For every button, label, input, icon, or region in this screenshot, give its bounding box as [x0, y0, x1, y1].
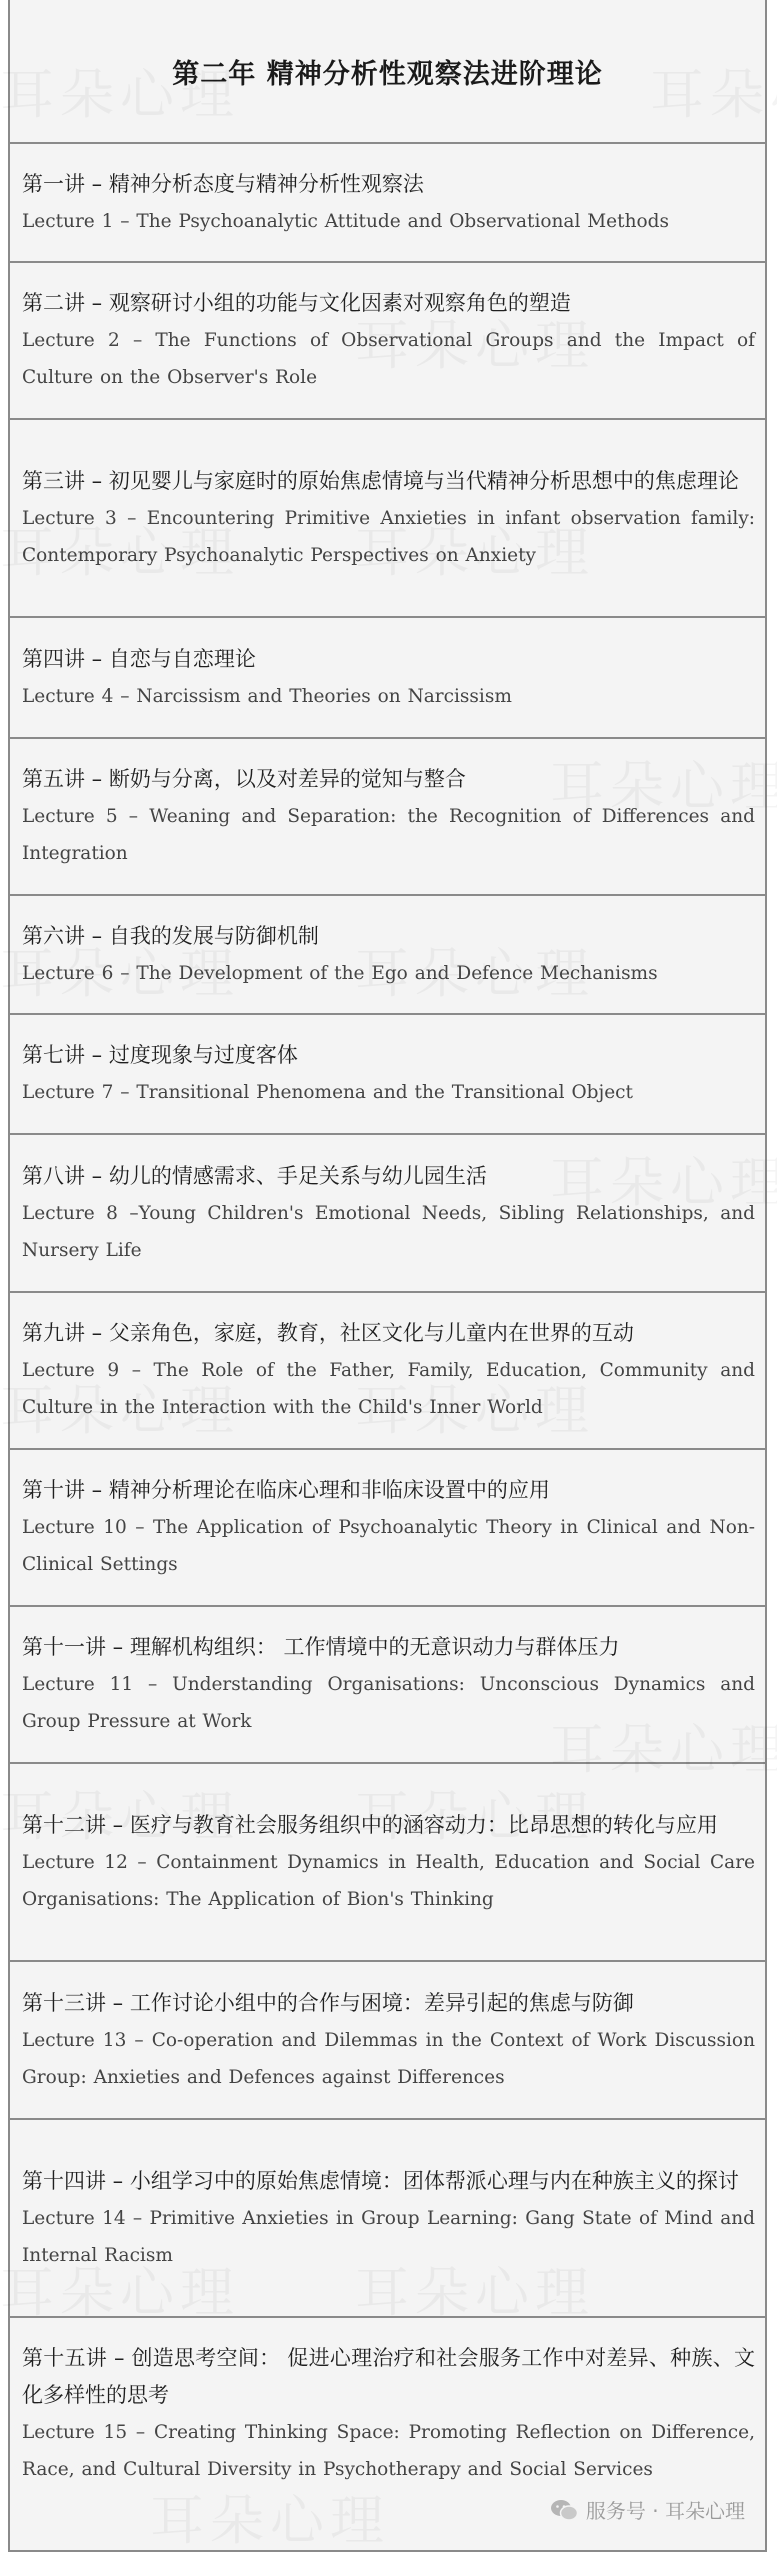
page-title: 第二年 精神分析性观察法进阶理论: [172, 58, 603, 90]
lecture-title-cn: 第五讲 – 断奶与分离，以及对差异的觉知与整合: [22, 767, 466, 791]
lecture-title-en: Lecture 14 – Primitive Anxieties in Group Learning: Gang State of Mind and Internal Racism: [22, 2207, 755, 2266]
lecture-title-cn: 第十五讲 – 创造思考空间： 促进心理治疗和社会服务工作中对差异、种族、文化多样性的思考: [22, 2346, 755, 2407]
lecture-title-cn: 第十二讲 – 医疗与教育社会服务组织中的涵容动力：比昂思想的转化与应用: [22, 1812, 718, 1837]
lecture-title-en: Lecture 9 – The Role of the Father, Family, Education, Community and Culture in the Interaction with the Child's Inner World: [22, 1360, 755, 1418]
service-account-label: 服务号 · 耳朵心理: [585, 2499, 745, 2523]
lecture-row-6: [10, 896, 765, 1015]
lecture-row-9: [10, 1293, 765, 1450]
lecture-row-10: [10, 1450, 765, 1607]
lecture-title-en: Lecture 13 – Co-operation and Dilemmas in the Context of Work Discussion Group: Anxieties and Defences against Differences: [22, 2029, 755, 2088]
lecture-title-en: Lecture 15 – Creating Thinking Space: Promoting Reflection on Difference, Race, and Cultural Diversity in Psychotherapy and Social Services: [22, 2422, 755, 2480]
lecture-row-15: [10, 2318, 765, 2546]
lecture-title-en: Lecture 12 – Containment Dynamics in Health, Education and Social Care Organisations: The Application of Bion's Thinking: [22, 1851, 755, 1910]
wechat-icon: [550, 2499, 578, 2521]
lecture-title-cn: 第二讲 – 观察研讨小组的功能与文化因素对观察角色的塑造: [22, 291, 571, 315]
lecture-title-en: Lecture 8 –Young Children's Emotional Needs, Sibling Relationships, and Nursery Life: [22, 1202, 755, 1261]
lecture-title-en: Lecture 7 – Transitional Phenomena and the Transitional Object: [22, 1082, 633, 1103]
lecture-title-en: Lecture 1 – The Psychoanalytic Attitude and Observational Methods: [22, 210, 669, 232]
lecture-row-13: [10, 1962, 765, 2120]
lecture-title-en: Lecture 6 – The Development of the Ego and Defence Mechanisms: [22, 962, 658, 984]
lecture-row-11: [10, 1607, 765, 1764]
lecture-row-12: [10, 1764, 765, 1962]
watermark: [150, 2478, 390, 2555]
lecture-title-cn: 第八讲 – 幼儿的情感需求、手足关系与幼儿园生活: [22, 1163, 487, 1188]
lecture-title-en: Lecture 4 – Narcissism and Theories on Narcissism: [22, 685, 512, 707]
lecture-title-cn: 第十三讲 – 工作讨论小组中的合作与困境：差异引起的焦虑与防御: [22, 1990, 634, 2015]
lecture-title-en: Lecture 3 – Encountering Primitive Anxieties in infant observation family: Contemporary Psychoanalytic Perspectives on Anxiety: [22, 507, 755, 566]
lecture-title-cn: 第七讲 – 过度现象与过度客体: [22, 1043, 298, 1067]
lecture-title-en: Lecture 11 – Understanding Organisations: Unconscious Dynamics and Group Pressure at Work: [22, 1674, 755, 1732]
lecture-title-en: Lecture 2 – The Functions of Observational Groups and the Impact of Culture on the Observer's Role: [22, 330, 755, 388]
lecture-title-cn: 第十一讲 – 理解机构组织： 工作情境中的无意识动力与群体压力: [22, 1635, 620, 1659]
lecture-title-cn: 第六讲 – 自我的发展与防御机制: [22, 923, 319, 948]
lecture-row-14: [10, 2120, 765, 2318]
lecture-row-3: [10, 420, 765, 618]
lecture-title-cn: 第三讲 – 初见婴儿与家庭时的原始焦虑情境与当代精神分析思想中的焦虑理论: [22, 468, 739, 493]
lecture-title-cn: 第十讲 – 精神分析理论在临床心理和非临床设置中的应用: [22, 1478, 550, 1502]
lecture-row-4: [10, 618, 765, 739]
lecture-title-cn: 第十四讲 – 小组学习中的原始焦虑情境：团体帮派心理与内在种族主义的探讨: [22, 2168, 739, 2193]
watermark: [650, 52, 777, 129]
lecture-row-5: [10, 739, 765, 896]
wechat-service-tag: [550, 2495, 745, 2524]
lecture-row-1: [10, 144, 765, 263]
lecture-row-7: [10, 1015, 765, 1135]
lecture-title-en: Lecture 10 – The Application of Psychoanalytic Theory in Clinical and Non-Clinical Settings: [22, 1517, 755, 1575]
table-header: [10, 0, 765, 144]
lecture-title-en: Lecture 5 – Weaning and Separation: the Recognition of Differences and Integration: [22, 806, 755, 864]
course-table: [8, 0, 767, 2552]
lecture-row-8: [10, 1135, 765, 1293]
lecture-title-cn: 第一讲 – 精神分析态度与精神分析性观察法: [22, 171, 424, 196]
lecture-title-cn: 第四讲 – 自恋与自恋理论: [22, 646, 256, 671]
lecture-title-cn: 第九讲 – 父亲角色，家庭，教育，社区文化与儿童内在世界的互动: [22, 1321, 634, 1345]
lecture-row-2: [10, 263, 765, 420]
